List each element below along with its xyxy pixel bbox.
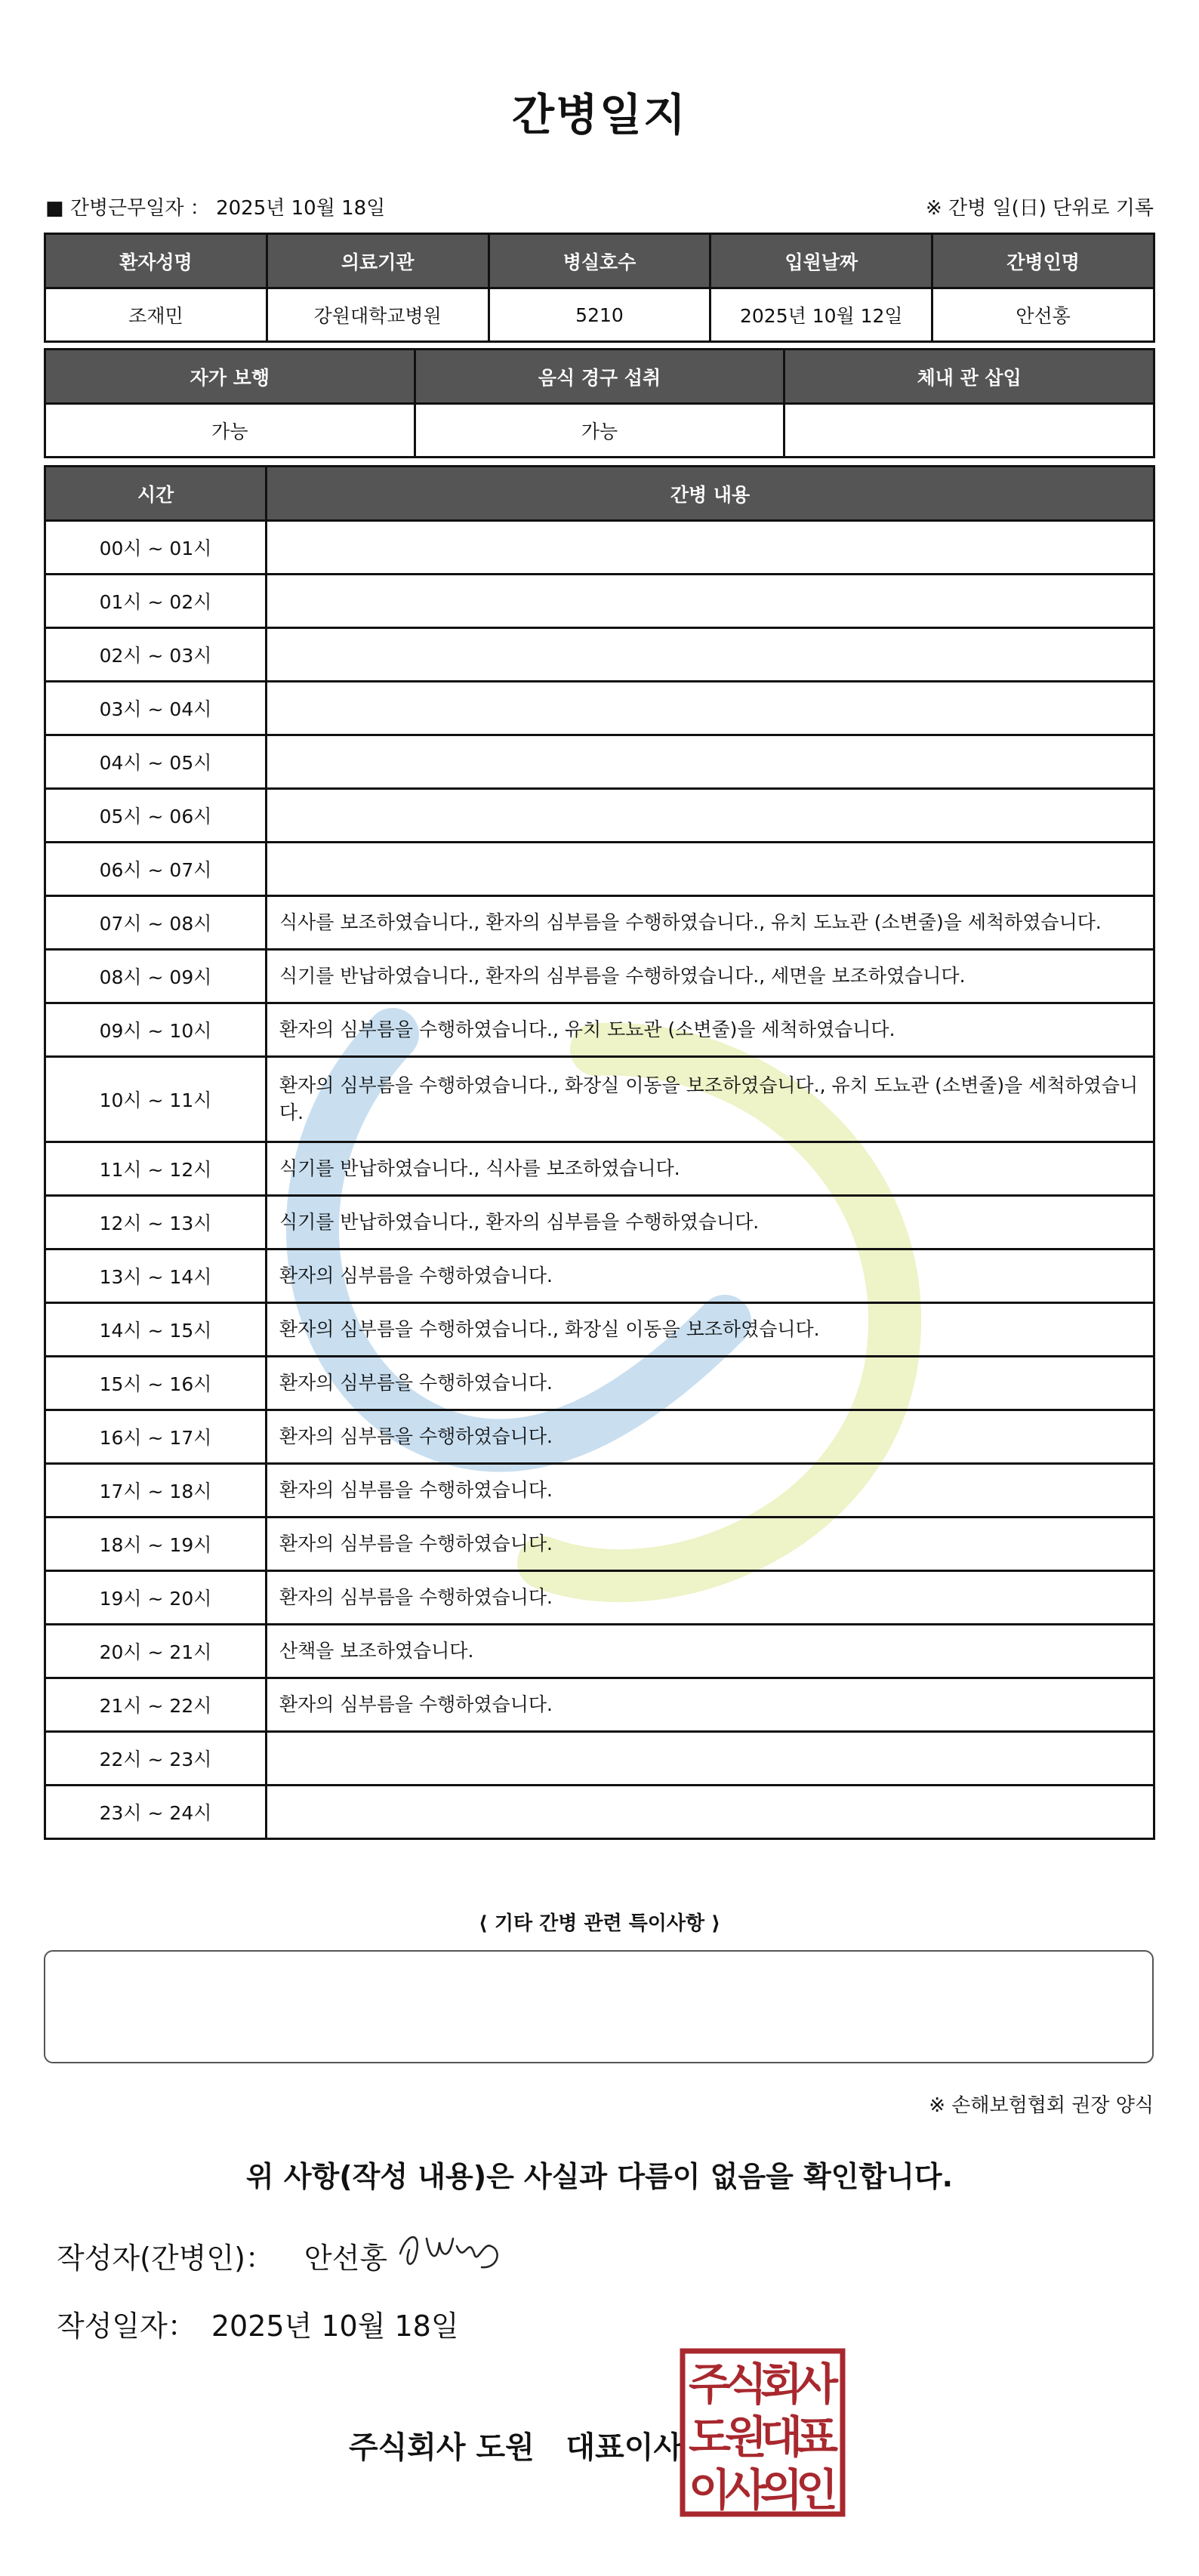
content-cell (267, 1786, 1154, 1839)
notes-box (44, 1950, 1154, 2063)
document-title: 간병일지 (511, 89, 688, 140)
content-cell: 환자의 심부름을 수행하였습니다. (267, 1518, 1154, 1571)
header-admission-date: 입원날짜 (710, 234, 932, 288)
svg-text:사: 사 (724, 2464, 768, 2516)
table-row (45, 682, 1154, 735)
svg-text:원: 원 (724, 2411, 768, 2463)
table-row (45, 1518, 1154, 1571)
content-cell: 환자의 심부름을 수행하였습니다. (267, 1678, 1154, 1732)
time-cell: 22시 ~ 23시 (45, 1732, 267, 1786)
time-cell: 02시 ~ 03시 (45, 628, 267, 682)
table-row (45, 1786, 1154, 1839)
content-cell: 환자의 심부름을 수행하였습니다. (267, 1410, 1154, 1464)
time-cell: 20시 ~ 21시 (45, 1625, 267, 1678)
time-cell: 16시 ~ 17시 (45, 1410, 267, 1464)
writer-label: 작성자(간병인)： (57, 2242, 274, 2275)
header-time: 시간 (45, 467, 267, 521)
table-row (45, 950, 1154, 1003)
status-header-row (45, 350, 1154, 404)
header-tube-insertion: 체내 관 삽입 (784, 350, 1154, 404)
patient-info-table (44, 233, 1155, 343)
content-cell: 환자의 심부름을 수행하였습니다. (267, 1571, 1154, 1625)
walking-status: 가능 (45, 404, 415, 458)
table-row (45, 896, 1154, 950)
content-cell: 환자의 심부름을 수행하였습니다. (267, 1249, 1154, 1303)
company-representative: 주식회사 도원 대표이사 (349, 2430, 683, 2465)
content-cell (267, 789, 1154, 843)
schedule-header-row (45, 467, 1154, 521)
table-row (45, 843, 1154, 896)
table-row (45, 1625, 1154, 1678)
time-cell: 01시 ~ 02시 (45, 575, 267, 628)
writer-name: 안선홍 (304, 2242, 388, 2275)
time-cell: 03시 ~ 04시 (45, 682, 267, 735)
header-caregiver: 간병인명 (932, 234, 1154, 288)
svg-text:대: 대 (760, 2411, 803, 2463)
time-cell: 09시 ~ 10시 (45, 1003, 267, 1057)
content-cell: 식사를 보조하였습니다., 환자의 심부름을 수행하였습니다., 유치 도뇨관 (소변줄)을 세척하였습니다. (267, 896, 1154, 950)
patient-name: 조재민 (45, 288, 267, 342)
work-date-line (45, 193, 385, 220)
time-cell: 04시 ~ 05시 (45, 735, 267, 789)
table-row (45, 789, 1154, 843)
svg-text:표: 표 (795, 2411, 839, 2463)
table-row (45, 1571, 1154, 1625)
record-unit-note: ※ 간병 일(日) 단위로 기록 (925, 197, 1154, 220)
table-row (45, 521, 1154, 575)
tube-insertion-status (784, 404, 1154, 458)
content-cell (267, 1732, 1154, 1786)
time-cell: 23시 ~ 24시 (45, 1786, 267, 1839)
table-row (45, 1303, 1154, 1357)
time-cell: 00시 ~ 01시 (45, 521, 267, 575)
time-cell: 06시 ~ 07시 (45, 843, 267, 896)
content-cell: 산책을 보조하였습니다. (267, 1625, 1154, 1678)
time-cell: 05시 ~ 06시 (45, 789, 267, 843)
confirmation-statement: 위 사항(작성 내용)은 사실과 다름이 없음을 확인합니다. (245, 2160, 954, 2193)
time-cell: 15시 ~ 16시 (45, 1357, 267, 1410)
content-cell: 식기를 반납하였습니다., 환자의 심부름을 수행하였습니다. (267, 1196, 1154, 1249)
time-cell: 07시 ~ 08시 (45, 896, 267, 950)
time-cell: 21시 ~ 22시 (45, 1678, 267, 1732)
room-number: 5210 (489, 288, 710, 342)
table-row (45, 1196, 1154, 1249)
table-row (45, 628, 1154, 682)
oral-intake-status: 가능 (415, 404, 784, 458)
time-cell: 08시 ~ 09시 (45, 950, 267, 1003)
content-cell (267, 521, 1154, 575)
header-patient-name: 환자성명 (45, 234, 267, 288)
work-date-label: ■ 간병근무일자 ： (45, 197, 210, 220)
table-row (45, 1357, 1154, 1410)
content-cell: 식기를 반납하였습니다., 식사를 보조하였습니다. (267, 1142, 1154, 1196)
written-date-label: 작성일자： (57, 2309, 196, 2343)
svg-text:주: 주 (688, 2359, 732, 2410)
care-schedule-table (44, 465, 1155, 1840)
table-row (45, 735, 1154, 789)
svg-text:식: 식 (724, 2359, 768, 2410)
time-cell: 17시 ~ 18시 (45, 1464, 267, 1518)
info-value-row (45, 288, 1154, 342)
time-cell: 13시 ~ 14시 (45, 1249, 267, 1303)
header-oral-intake: 음식 경구 섭취 (415, 350, 784, 404)
work-date-value: 2025년 10월 18일 (216, 197, 386, 220)
table-row (45, 1057, 1154, 1142)
time-cell: 11시 ~ 12시 (45, 1142, 267, 1196)
content-cell (267, 575, 1154, 628)
svg-text:의: 의 (760, 2464, 803, 2516)
signature (393, 2223, 513, 2276)
table-row (45, 1249, 1154, 1303)
written-date-value: 2025년 10월 18일 (211, 2309, 459, 2343)
writer-line (57, 2235, 387, 2276)
table-row (45, 1678, 1154, 1732)
content-cell (267, 843, 1154, 896)
info-header-row (45, 234, 1154, 288)
content-cell: 환자의 심부름을 수행하였습니다., 유치 도뇨관 (소변줄)을 세척하였습니다. (267, 1003, 1154, 1057)
content-cell: 환자의 심부름을 수행하였습니다. (267, 1464, 1154, 1518)
header-hospital: 의료기관 (267, 234, 489, 288)
content-cell (267, 735, 1154, 789)
table-row (45, 575, 1154, 628)
header-room: 병실호수 (489, 234, 710, 288)
patient-status-table (44, 348, 1155, 458)
admission-date: 2025년 10월 12일 (710, 288, 932, 342)
caregiver-name: 안선홍 (932, 288, 1154, 342)
time-cell: 10시 ~ 11시 (45, 1057, 267, 1142)
table-row (45, 1410, 1154, 1464)
time-cell: 18시 ~ 19시 (45, 1518, 267, 1571)
content-cell (267, 682, 1154, 735)
svg-text:회: 회 (760, 2359, 803, 2410)
svg-text:사: 사 (795, 2359, 839, 2410)
content-cell: 환자의 심부름을 수행하였습니다. (267, 1357, 1154, 1410)
table-row (45, 1142, 1154, 1196)
time-cell: 12시 ~ 13시 (45, 1196, 267, 1249)
time-cell: 14시 ~ 15시 (45, 1303, 267, 1357)
notes-title: ⟨ 기타 간병 관련 특이사항 ⟩ (478, 1912, 721, 1935)
svg-text:이: 이 (688, 2464, 732, 2516)
header-walking: 자가 보행 (45, 350, 415, 404)
status-value-row (45, 404, 1154, 458)
source-note: ※ 손해보험협회 권장 양식 (929, 2094, 1154, 2117)
table-row (45, 1003, 1154, 1057)
svg-text:인: 인 (795, 2464, 839, 2516)
table-row (45, 1732, 1154, 1786)
content-cell: 식기를 반납하였습니다., 환자의 심부름을 수행하였습니다., 세면을 보조하였습니다. (267, 950, 1154, 1003)
company-seal-stamp (680, 2348, 846, 2517)
header-care-content: 간병 내용 (267, 467, 1154, 521)
content-cell: 환자의 심부름을 수행하였습니다., 화장실 이동을 보조하였습니다., 유치 도뇨관 (소변줄)을 세척하였습니다. (267, 1057, 1154, 1142)
written-date-line (57, 2303, 459, 2344)
svg-text:도: 도 (688, 2411, 732, 2463)
hospital-name: 강원대학교병원 (267, 288, 489, 342)
time-cell: 19시 ~ 20시 (45, 1571, 267, 1625)
content-cell: 환자의 심부름을 수행하였습니다., 화장실 이동을 보조하였습니다. (267, 1303, 1154, 1357)
table-row (45, 1464, 1154, 1518)
content-cell (267, 628, 1154, 682)
